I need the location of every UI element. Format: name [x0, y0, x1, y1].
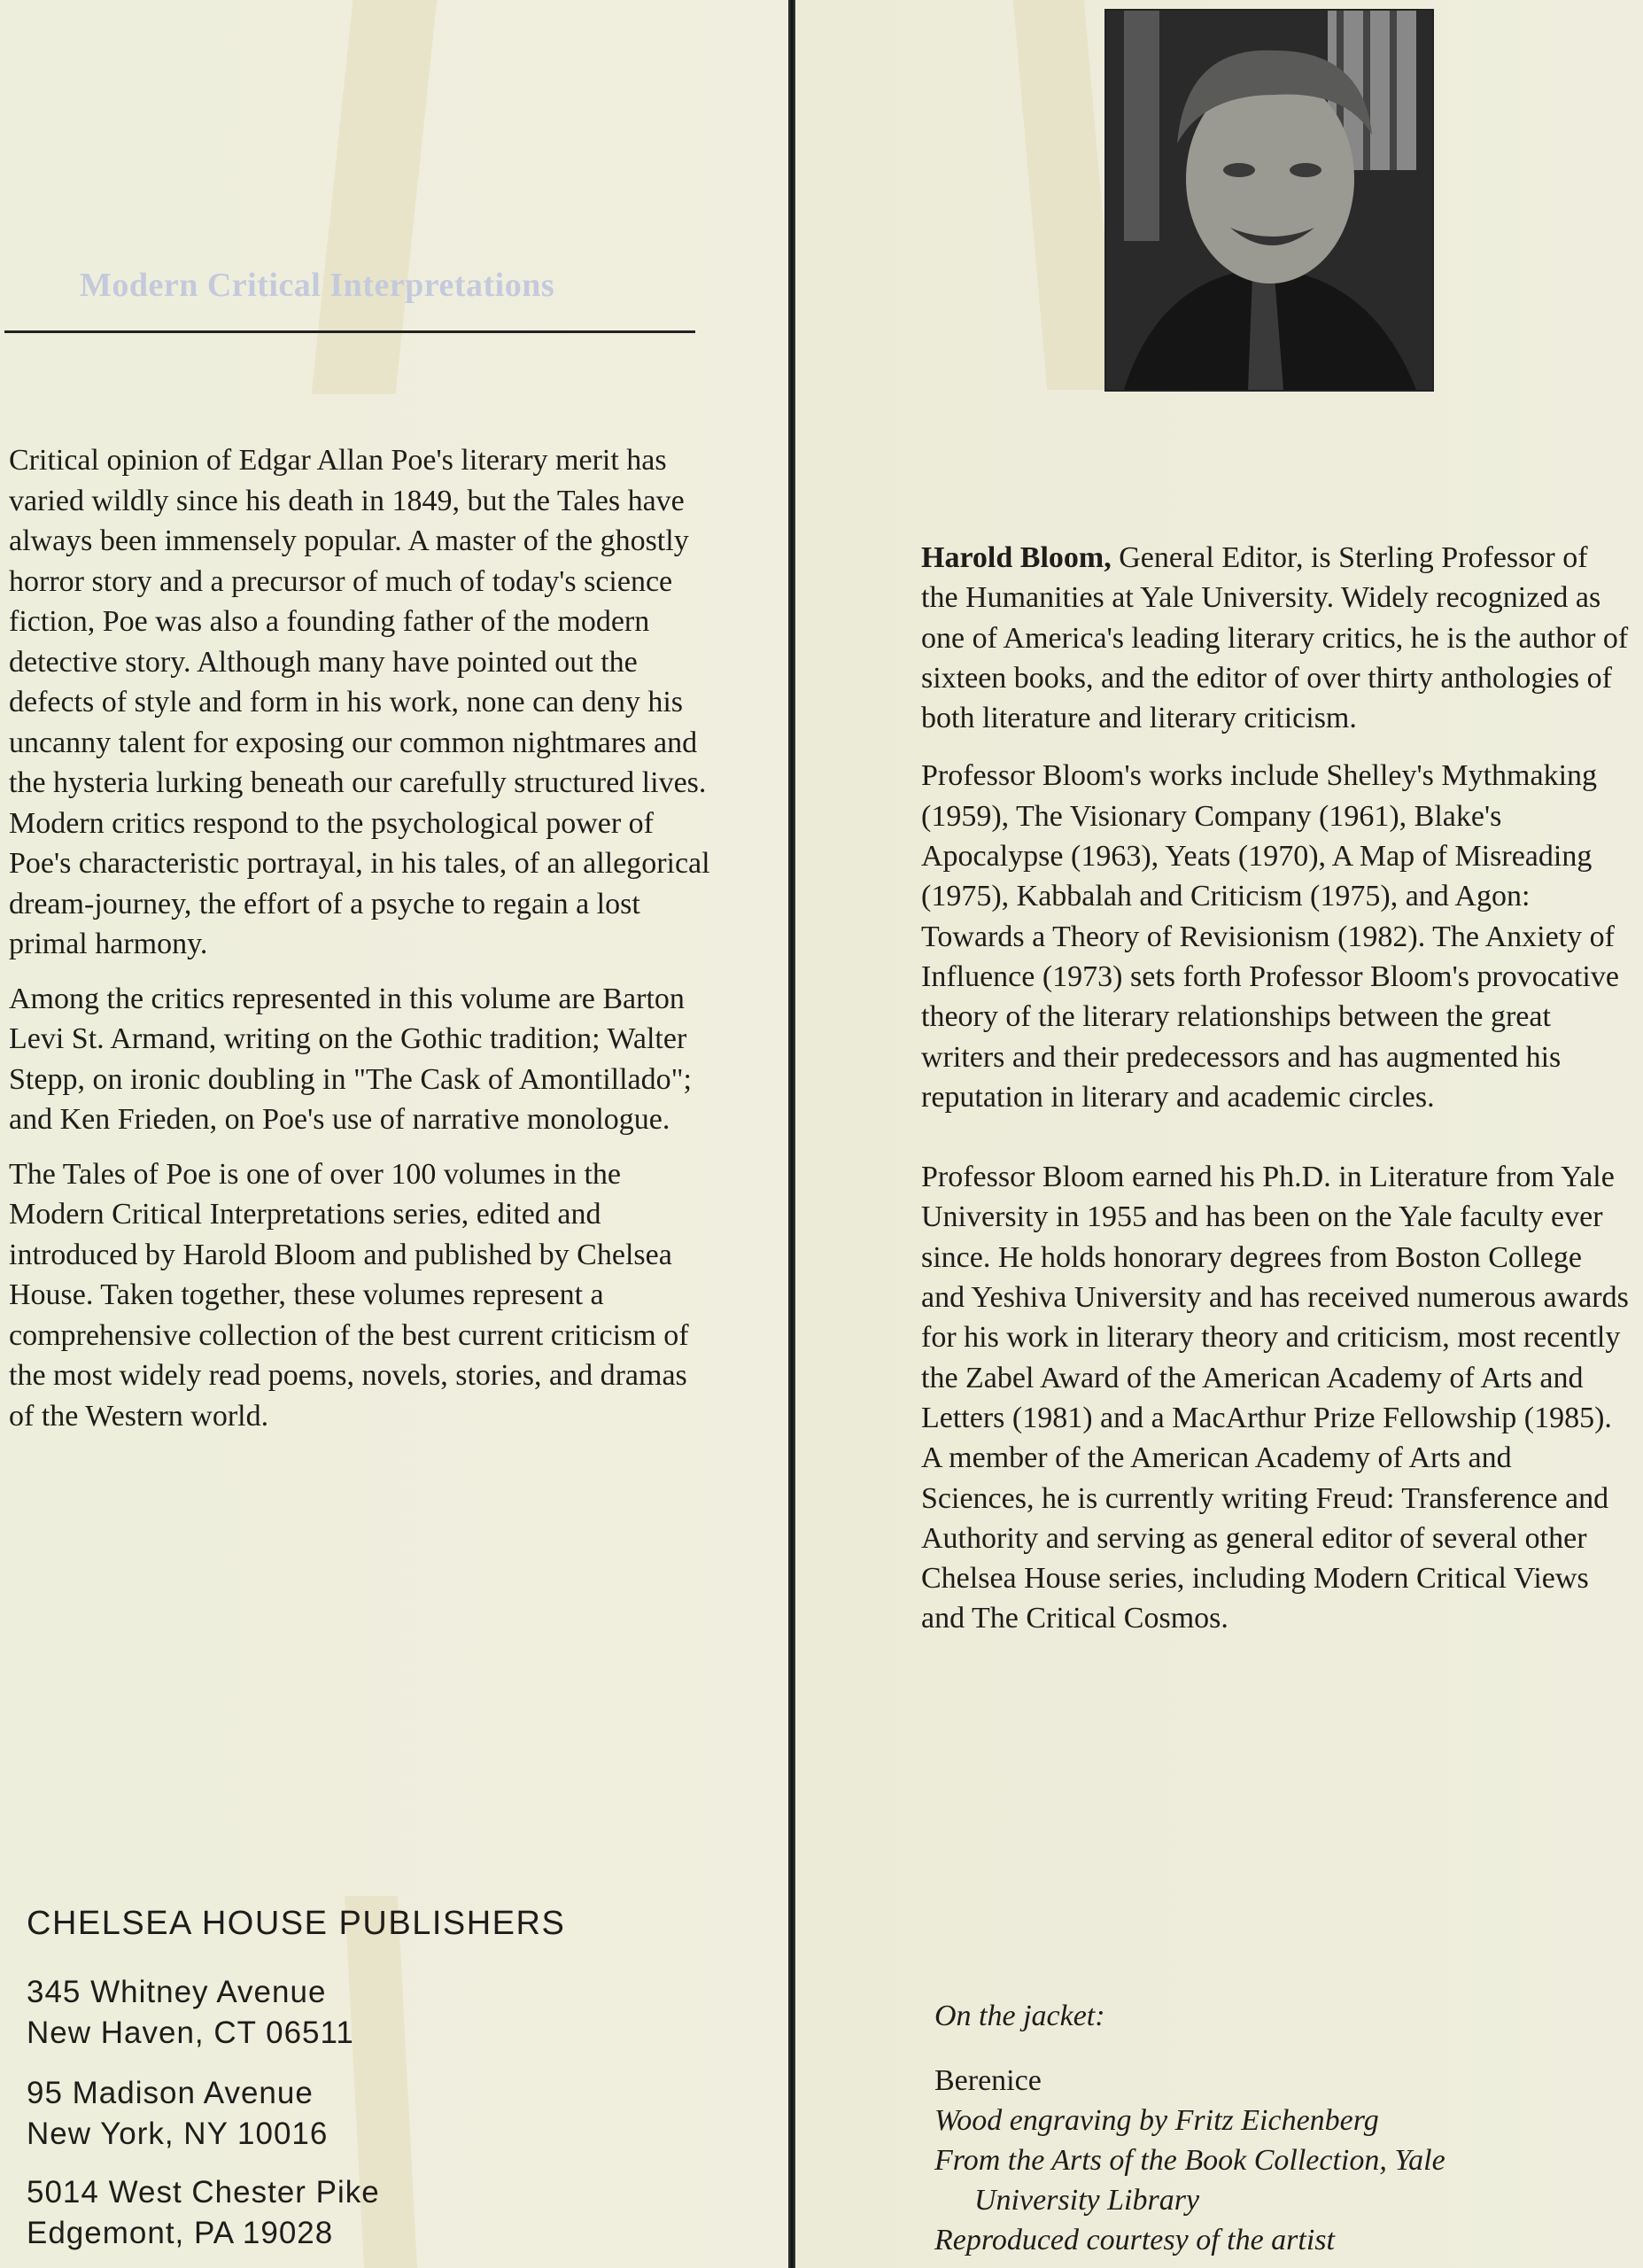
address-line: 95 Madison Avenue — [27, 2076, 314, 2110]
description-paragraph-1: Critical opinion of Edgar Allan Poe's literary merit has varied wildly since his death in 1849, but the Tales have always been immensely popular. A master of the ghostly horror story and a precursor of much of today's science fiction, Poe was also a founding father of the modern detective story. Although many have pointed out the defects of style and form in his work, none can deny his uncanny talent for exposing our common nightmares and the hysteria lurking beneath our carefully structured lives. Modern critics respond to the psychological power of Poe's characteristic portrayal, in his tales, of an allegorical dream-journey, the effort of a psyche to regain a lost primal harmony. — [9, 444, 710, 960]
artwork-title: Berenice — [934, 2064, 1042, 2097]
description-text — [9, 440, 717, 1450]
career-paragraph: Professor Bloom earned his Ph.D. in Literature from Yale University in 1955 and has been on the Yale faculty ever since. He holds honorary degrees from Boston College and Yeshiva University and has received numerous awards for his work in literary theory and criticism, most recently the Zabel Award of the American Academy of Arts and Letters (1981) and a MacArthur Prize Fellowship (1985). A member of the American Academy of Arts and Sciences, he is currently writing Freud: Transference and Authority and serving as general editor of several other Chelsea House series, including Modern Critical Views and The Critical Cosmos. — [921, 1161, 1629, 1635]
address-line: New Haven, CT 06511 — [27, 2016, 354, 2050]
author-photo — [1104, 9, 1434, 392]
works-paragraph: Professor Bloom's works include Shelley's Mythmaking (1959), The Visionary Company (1961), Blake's Apocalypse (1963), Yeats (1970), A Map of Misreading (1975), Kabbalah and Criticism (1975), and Agon: Towards a Theory of Revisionism (1982). The Anxiety of Influence (1973) sets forth Professor Bloom's provocative theory of the literary relationships between the great writers and their predecessors and has augmented his reputation in literary and academic circles. — [921, 759, 1619, 1114]
jacket-heading: On the jacket: — [934, 2000, 1105, 2032]
book-gutter — [788, 0, 795, 2268]
address-new-haven — [27, 1972, 354, 2054]
publisher-name: CHELSEA HOUSE PUBLISHERS — [27, 1905, 566, 1942]
reproduction-credit: Reproduced courtesy of the artist — [934, 2224, 1335, 2256]
address-line: Edgemont, PA 19028 — [27, 2216, 334, 2250]
address-line: 345 Whitney Avenue — [27, 1975, 327, 2009]
author-bio-section — [921, 538, 1630, 1639]
bio-paragraph — [921, 538, 1630, 738]
description-paragraph-3: The Tales of Poe is one of over 100 volumes in the Modern Critical Interpretations series, edited and introduced by Harold Bloom and published by Chelsea House. Taken together, these volumes represent a comprehensive collection of the best current criticism of the most widely read poems, novels, stories, and dramas of the Western world. — [9, 1157, 689, 1433]
engraving-credit: Wood engraving by Fritz Eichenberg — [934, 2104, 1379, 2137]
address-edgemont — [27, 2172, 380, 2254]
jacket-credits — [934, 1996, 1634, 2260]
collection-credit: From the Arts of the Book Collection, Yale — [934, 2144, 1445, 2177]
tape-strip — [1013, 0, 1118, 390]
address-new-york — [27, 2073, 328, 2155]
left-flap — [0, 0, 791, 2268]
tape-strip — [312, 0, 438, 394]
author-name: Harold Bloom, — [921, 541, 1112, 574]
portrait-illustration — [1106, 11, 1432, 390]
collection-credit-continued: University Library — [974, 2184, 1200, 2217]
bio-text: General Editor, is Sterling Professor of the Humanities at Yale University. Widely recognized as one of America's leading literary critics, he is the author of sixteen books, and the editor of over thirty anthologies of both literature and literary criticism. — [921, 541, 1629, 735]
address-line: 5014 West Chester Pike — [27, 2175, 380, 2210]
description-paragraph-2: Among the critics represented in this volume are Barton Levi St. Armand, writing on the Gothic tradition; Walter Stepp, on ironic doubling in "The Cask of Amontillado"; and Ken Frieden, on Poe's use of narrative monologue. — [9, 982, 692, 1136]
series-title: Modern Critical Interpretations — [80, 267, 555, 304]
title-rule — [4, 330, 695, 333]
address-line: New York, NY 10016 — [27, 2117, 329, 2151]
